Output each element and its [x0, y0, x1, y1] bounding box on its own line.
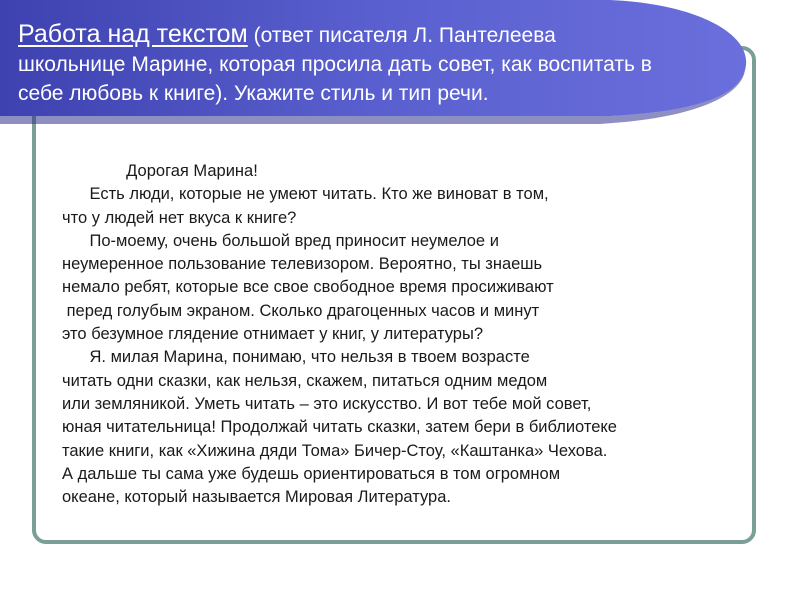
letter-line: Дорогая Марина!	[62, 162, 258, 180]
letter-line: перед голубым экраном. Сколько драгоценных часов и минут	[62, 301, 540, 320]
letter-line: такие книги, как «Хижина дяди Тома» Бичер-Стоу, «Каштанка» Чехова.	[62, 441, 608, 460]
letter-line: неумеренное пользование телевизором. Вероятно, ты знаешь	[62, 255, 543, 274]
letter-line: юная читательница! Продолжай читать сказки, затем бери в библиотеке	[62, 418, 617, 437]
letter-line: что у людей нет вкуса к книге?	[62, 208, 297, 227]
letter-line: Есть люди, которые не умеют читать. Кто же виноват в том,	[62, 185, 549, 204]
letter-line: или земляникой. Уметь читать – это искусство. И вот тебе мой совет,	[62, 394, 592, 413]
header-line-1	[18, 20, 718, 50]
letter-line: Я. милая Марина, понимаю, что нельзя в твоем возрасте	[62, 348, 530, 367]
letter-line: это безумное глядение отнимает у книг, у литературы?	[62, 325, 483, 344]
slide-title: Работа над текстом	[18, 20, 248, 48]
letter-line: А дальше ты сама уже будешь ориентироваться в том огромном	[62, 464, 561, 483]
header-subtitle-2: школьнице Марине, которая просила дать совет, как воспитать в	[18, 53, 652, 76]
letter-line: океане, который называется Мировая Литература.	[62, 488, 451, 507]
letter-text	[62, 160, 752, 509]
letter-line: читать одни сказки, как нельзя, скажем, питаться одним медом	[62, 371, 548, 390]
header-text	[18, 20, 718, 108]
letter-line: немало ребят, которые все свое свободное время просиживают	[62, 278, 554, 297]
header-subtitle-3: себе любовь к книге). Укажите стиль и тип речи.	[18, 82, 489, 105]
header-subtitle-1: (ответ писателя Л. Пантелеева	[247, 24, 556, 47]
letter-line: По-моему, очень большой вред приносит неумелое и	[62, 231, 499, 250]
